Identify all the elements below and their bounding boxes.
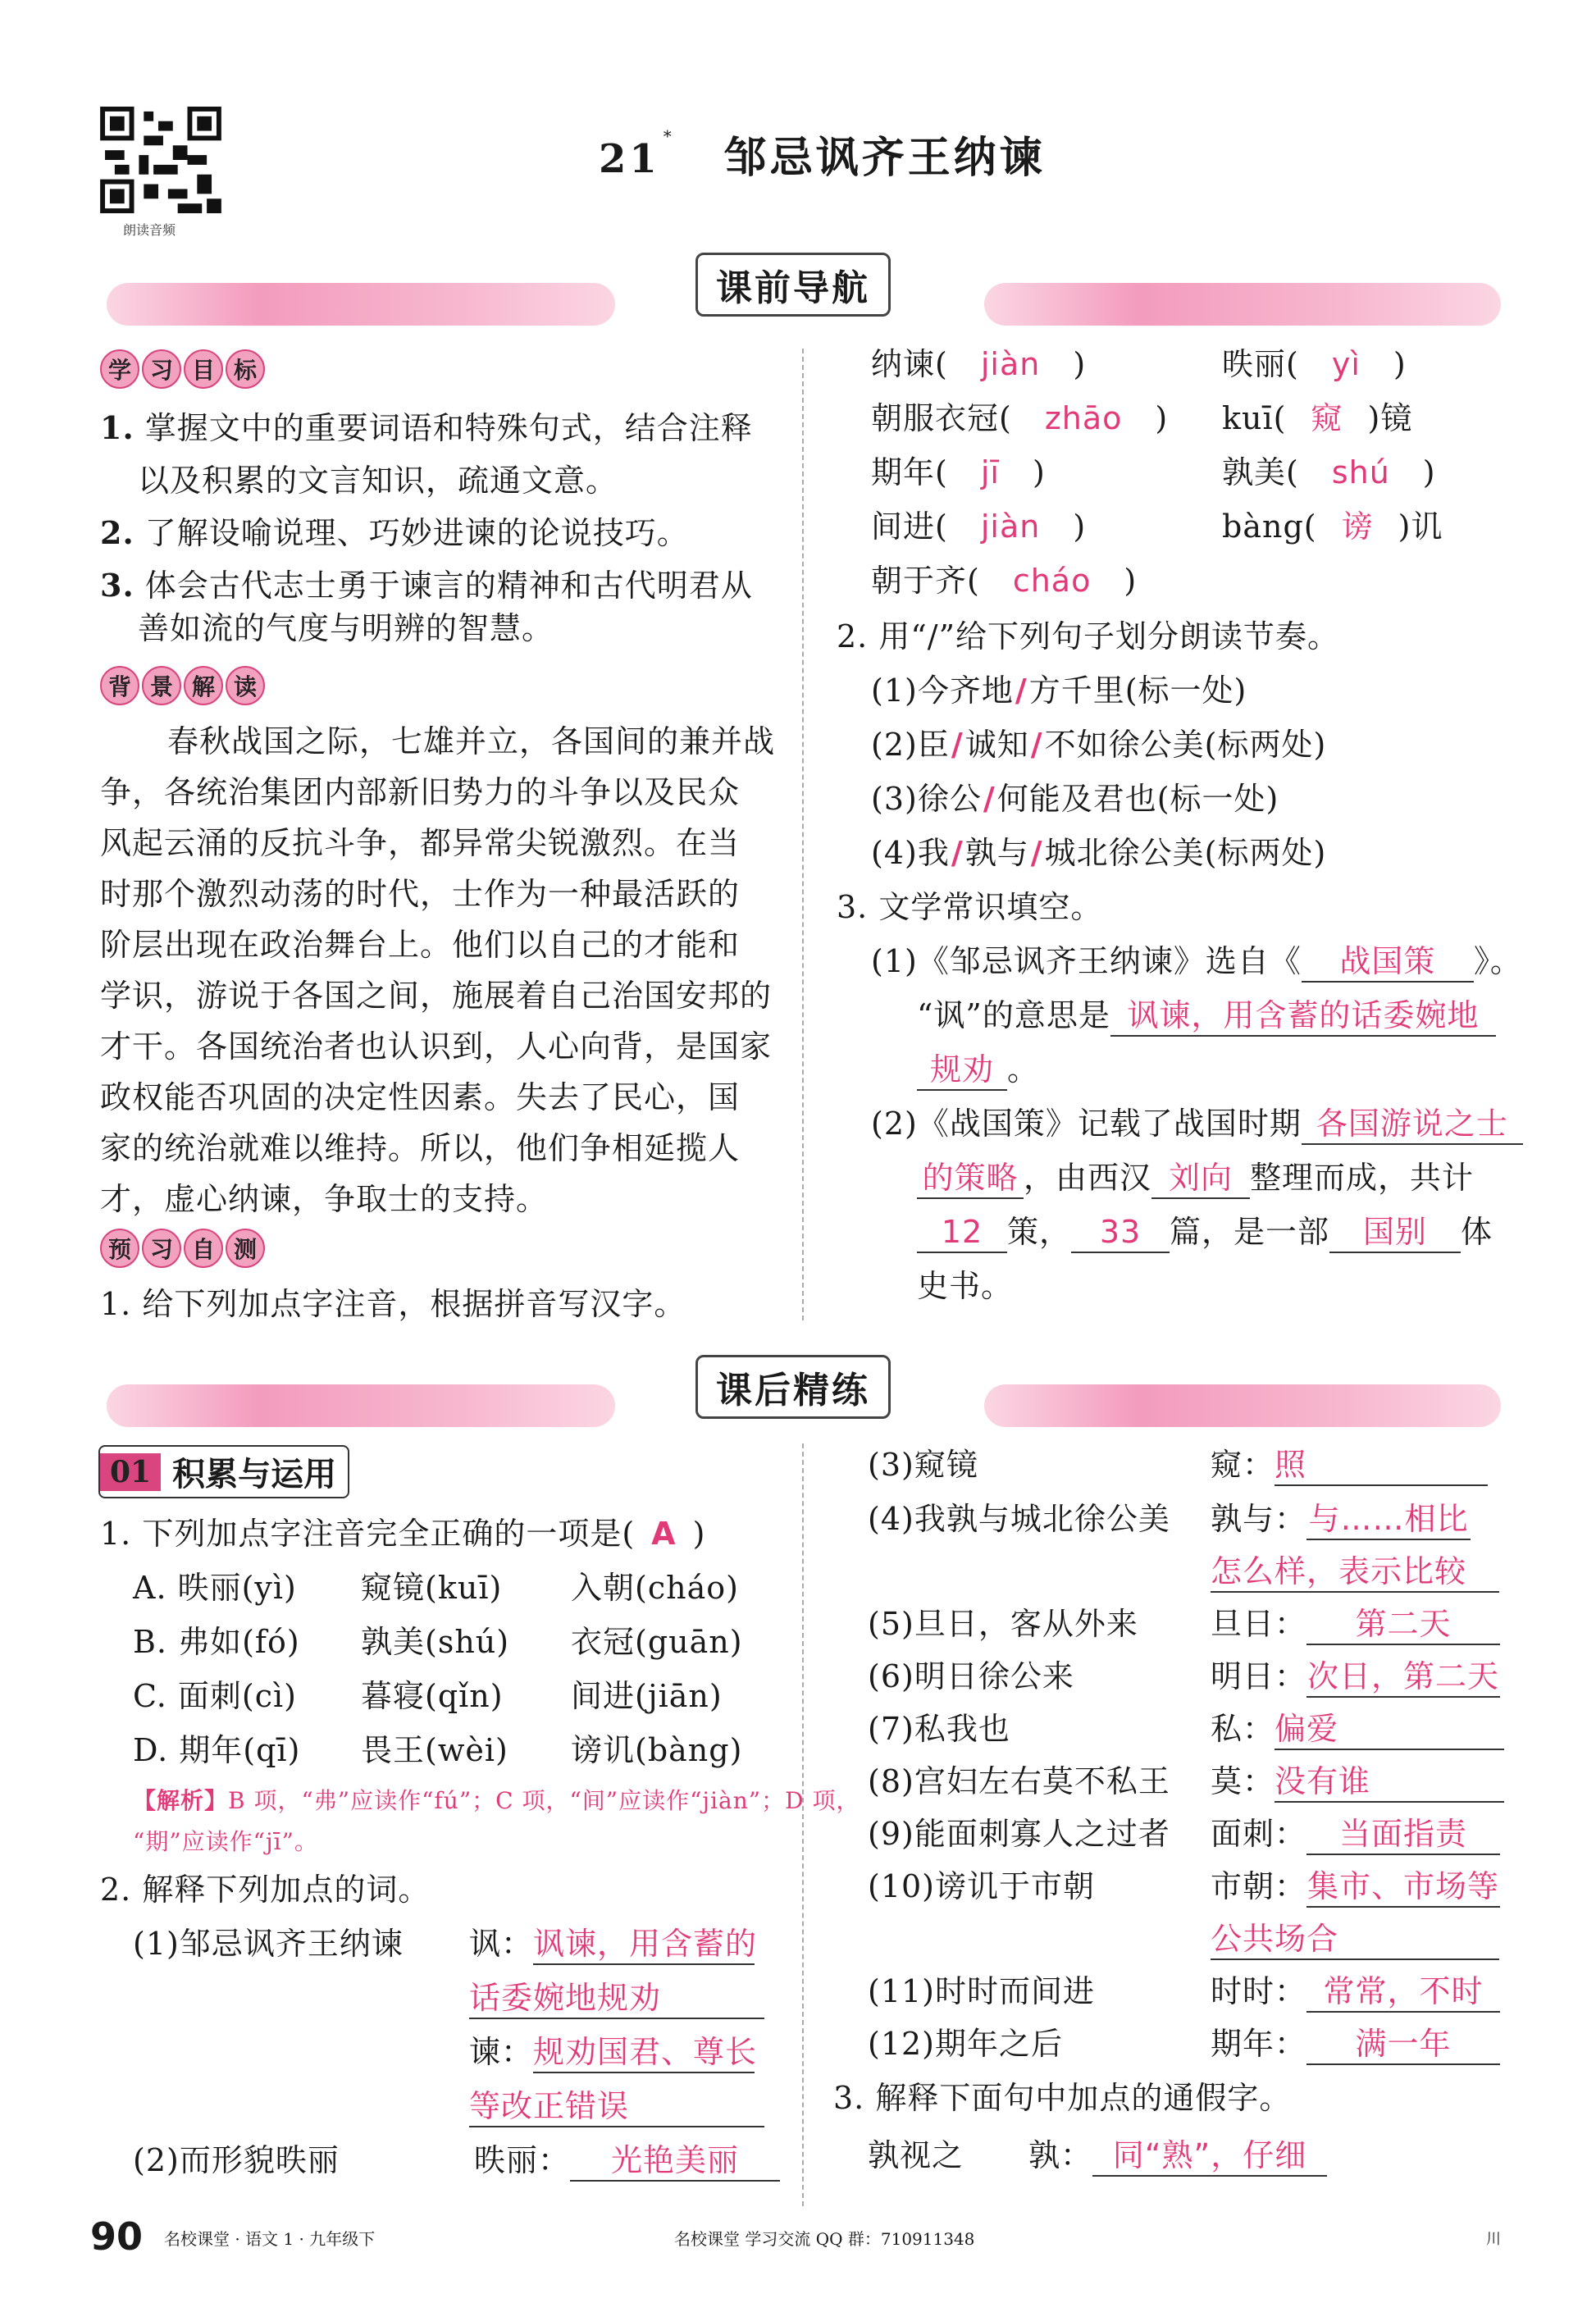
objective-1-line-1: 1. 掌握文中的重要词语和特殊句式，结合注释: [100, 409, 753, 446]
lesson-number: 21 *: [599, 126, 675, 182]
lesson-title: [599, 123, 1046, 185]
rhythm-item-3: (3)徐公/何能及君也(标一处): [871, 780, 1279, 817]
literature-line-5: 的策略 ，由西汉 刘向 整理而成，共计: [917, 1158, 1474, 1199]
preview-question-1: 1. 给下列加点字注音，根据拼音写汉字。: [100, 1286, 686, 1322]
option-b-1: B. 弗如(fó): [133, 1624, 300, 1660]
pinyin-item-6: 孰美( shú ): [1222, 454, 1436, 490]
section-01-title: 积累与运用: [172, 1455, 337, 1493]
pinyin-item-9: 朝于齐( cháo ): [871, 563, 1138, 599]
option-a-1: A. 昳丽(yì): [133, 1570, 297, 1606]
explain-jian-cont: 等改正错误: [469, 2086, 764, 2127]
practice-question-1: 1. 下列加点字注音完全正确的一项是( A ): [100, 1516, 706, 1552]
lesson-name: 邹忌讽齐王纳谏: [723, 133, 1046, 183]
tag-background: 背 景 解 读: [100, 666, 265, 705]
background-line-6: 学识，游说于各国之间，施展着自己治国安邦的: [100, 978, 773, 1014]
explain-item-6: (6)明日徐公来: [868, 1658, 1074, 1694]
background-line-2: 争，各统治集团内部新旧势力的斗争以及民众: [100, 774, 741, 810]
explain-answer-3: 窥：照: [1211, 1445, 1488, 1486]
rhythm-item-2: (2)臣/诚知/不如徐公美(标两处): [871, 726, 1327, 763]
background-line-8: 政权能否巩固的决定性因素。失去了民心，国: [100, 1079, 741, 1115]
analysis-line-1: 【解析】B 项，“弗”应读作“fú”；C 项，“间”应读作“jiàn”；D 项，: [133, 1787, 860, 1814]
explain-yili: 昳丽： 光艳美丽: [474, 2141, 780, 2182]
option-b-2: 孰美(shú): [361, 1624, 510, 1660]
option-d-2: 畏王(wèi): [361, 1732, 508, 1768]
explain-item-2: (2)而形貌昳丽: [133, 2142, 340, 2178]
explain-feng-cont: 话委婉地规劝: [469, 1978, 764, 2019]
explain-item-9: (9)能面刺寡人之过者: [868, 1816, 1170, 1852]
explain-answer-6: 明日：次日，第二天: [1211, 1657, 1500, 1698]
background-line-4: 时那个激烈动荡的时代，士作为一种最活跃的: [100, 876, 741, 912]
book-info: 名校课堂 · 语文 1 · 九年级下: [164, 2229, 376, 2249]
question-2-title: 2. 用“/”给下列句子划分朗读节奏。: [837, 618, 1339, 654]
explain-item-10: (10)谤讥于市朝: [868, 1868, 1096, 1904]
explain-item-5: (5)旦日，客从外来: [868, 1606, 1138, 1642]
tag-preview: 预 习 自 测: [100, 1229, 265, 1268]
rhythm-item-4: (4)我/孰与/城北徐公美(标两处): [871, 834, 1327, 871]
explain-answer-9: 面刺： 当面指责: [1211, 1814, 1500, 1855]
analysis-line-2: “期”应读作“jī”。: [133, 1828, 318, 1855]
pinyin-item-5: 期年( jī ): [871, 454, 1046, 490]
section-pre-title: 课前导航: [695, 253, 891, 317]
explain-item-7: (7)私我也: [868, 1711, 1010, 1747]
explain-answer-10-cont: 公共场合: [1211, 1919, 1499, 1960]
explain-item-4: (4)我孰与城北徐公美: [868, 1501, 1170, 1537]
explain-answer-12: 期年： 满一年: [1211, 2024, 1500, 2065]
background-line-10: 才，虚心纳谏，争取士的支持。: [100, 1181, 549, 1217]
pinyin-item-7: 间进( jiàn ): [871, 508, 1087, 545]
option-b-3: 衣冠(guān): [571, 1624, 743, 1660]
option-a-3: 入朝(cháo): [571, 1570, 739, 1606]
explain-item-3: (3)窥镜: [868, 1447, 978, 1483]
explain-answer-4: 孰与：与……相比: [1211, 1499, 1471, 1540]
explain-jian: 谏：规劝国君、尊长: [469, 2032, 755, 2073]
option-d-3: 谤讥(bàng): [571, 1732, 743, 1768]
option-c-2: 暮寝(qǐn): [361, 1678, 504, 1714]
explain-answer-8: 莫：没有谁: [1211, 1762, 1504, 1803]
page-number: 90: [90, 2214, 144, 2259]
explain-answer-4-cont: 怎么样，表示比较: [1211, 1552, 1499, 1593]
question-3-title: 3. 文学常识填空。: [837, 889, 1103, 925]
pinyin-item-1: 纳谏( jiàn ): [871, 346, 1087, 382]
tongjia-item: 孰视之: [868, 2137, 964, 2173]
explain-answer-7: 私：偏爱: [1211, 1709, 1504, 1750]
literature-line-1: (1)《邹忌讽齐王纳谏》选自《 战国策 》。: [871, 942, 1522, 983]
explain-item-1: (1)邹忌讽齐王纳谏: [133, 1926, 404, 1962]
background-line-1: 春秋战国之际，七雄并立，各国间的兼并战: [167, 723, 776, 759]
band-right-2: [984, 1384, 1501, 1427]
pinyin-item-2: 昳丽( yì ): [1222, 346, 1407, 382]
objective-3-line-1: 3. 体会古代志士勇于谏言的精神和古代明君从: [100, 567, 753, 604]
literature-line-4: (2)《战国策》记载了战国时期 各国游说之士: [871, 1104, 1523, 1145]
practice-question-2: 2. 解释下列加点的词。: [100, 1872, 431, 1908]
objective-2: 2. 了解设喻说理、巧妙进谏的论说技巧。: [100, 514, 689, 551]
background-line-9: 家的统治就难以维持。所以，他们争相延揽人: [100, 1130, 741, 1166]
explain-item-12: (12)期年之后: [868, 2026, 1064, 2062]
qq-group-info: 名校课堂 学习交流 QQ 群：710911348: [674, 2229, 975, 2249]
rhythm-item-1: (1)今齐地/方千里(标一处): [871, 672, 1247, 709]
qr-label: 朗读音频: [123, 222, 176, 238]
objective-3-line-2: 善如流的气度与明辨的智慧。: [138, 610, 554, 646]
qr-code[interactable]: [100, 107, 221, 213]
pinyin-item-4: kuī( 窥 )镜: [1222, 400, 1413, 436]
qr-code-icon: [100, 107, 221, 213]
option-c-3: 间进(jiān): [571, 1678, 723, 1714]
explain-item-11: (11)时时而间进: [868, 1973, 1096, 2009]
background-line-5: 阶层出现在政治舞台上。他们以自己的才能和: [100, 927, 741, 963]
section-01-label: [98, 1445, 349, 1498]
option-a-2: 窥镜(kuī): [361, 1570, 503, 1606]
band-right-1: [984, 283, 1501, 326]
explain-answer-5: 旦日： 第二天: [1211, 1604, 1500, 1645]
band-left-1: [107, 283, 615, 326]
region-mark: 川: [1486, 2231, 1501, 2248]
column-divider-bottom: [802, 1443, 804, 2206]
section-post-title: 课后精练: [695, 1355, 891, 1419]
literature-line-2: “讽”的意思是 讽谏，用含蓄的话委婉地: [917, 996, 1496, 1037]
option-d-1: D. 期年(qī): [133, 1732, 301, 1768]
column-divider-top: [802, 349, 804, 1320]
literature-line-6: 12 策， 33 篇，是一部 国别 体: [917, 1212, 1493, 1253]
section-01-number: 01: [100, 1453, 161, 1491]
literature-line-3: 规劝 。: [917, 1050, 1039, 1091]
background-line-7: 才干。各国统治者也认识到，人心向背，是国家: [100, 1028, 773, 1065]
background-line-3: 风起云涌的反抗斗争，都异常尖锐激烈。在当: [100, 825, 741, 861]
explain-item-8: (8)宫妇左右莫不私王: [868, 1763, 1170, 1799]
explain-answer-10: 市朝：集市、市场等: [1211, 1867, 1500, 1908]
tag-objectives: 学 习 目 标: [100, 349, 265, 389]
pinyin-item-8: bàng( 谤 )讥: [1222, 508, 1443, 545]
pinyin-item-3: 朝服衣冠( zhāo ): [871, 400, 1169, 436]
objective-1-line-2: 以及积累的文言知识，疏通文意。: [138, 463, 618, 499]
band-left-2: [107, 1384, 615, 1427]
practice-question-3: 3. 解释下面句中加点的通假字。: [833, 2080, 1292, 2116]
explain-answer-11: 时时： 常常，不时: [1211, 1972, 1500, 2013]
option-c-1: C. 面刺(cì): [133, 1678, 297, 1714]
tongjia-answer: 孰： 同“熟”，仔细: [1028, 2136, 1327, 2177]
literature-line-7: 史书。: [917, 1268, 1014, 1304]
explain-feng: 讽：讽谏，用含蓄的: [469, 1924, 755, 1965]
